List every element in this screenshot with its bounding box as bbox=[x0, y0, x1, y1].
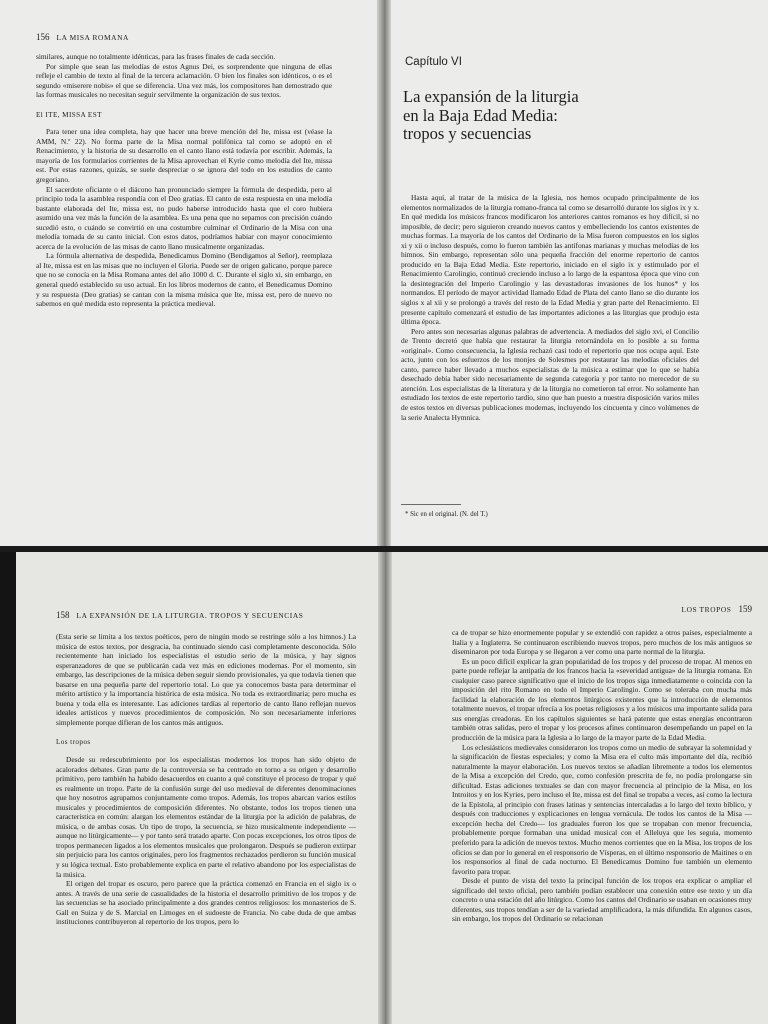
page-number: 156 bbox=[36, 32, 50, 42]
paragraph: El origen del tropar es oscuro, pero parece que la práctica comenzó en Francia en el siglo ix o antes. A través de una serie de casualidades de la historia el desarrollo primitivo de los tropos y de las secuencias se ha asociado principalmente a dos grandes centros religiosos: los monasterios de S. Gall en Suiza y de S. Marcial en Limoges en el sudoeste de Francia. No cabe duda de que ambas instituciones contribuyeron al repertorio de los tropos, pero lo bbox=[56, 879, 356, 927]
paragraph: Pero antes son necesarias algunas palabras de advertencia. A mediados del siglo xvi, el Concilio de Trento decretó que había que restaurar la liturgia retornándola en lo posible a su forma «original». Como consecuencia, la Iglesia rechazó casi todo el repertorio que nos ocupa aquí. Este acto, junto con los esfuerzos de los monjes de Solesmes por restaurar las melodías oficiales del canto, parece haber llevado a muchos especialistas de la música a estimar que lo que se había desechado debía haber sido necesariamente de segunda categoría y por tanto no merecedor de su atención. Los especialistas de la literatura y de la liturgia no cometieron tal error. No solamente han estudiado los textos de este repertorio tardío, sino que han puesto a nuestra disposición varios miles de estos textos en diversas publicaciones modernas, incluyendo los cincuenta y cinco volúmenes de la serie Analecta Hymnica. bbox=[401, 326, 699, 422]
paragraph: La fórmula alternativa de despedida, Benedicamus Domino (Bendigamos al Señor), reemplaza al Ite, missa est en las misas que no incluyen el Gloria. Puede ser de origen galicano, porque parece que no se conocía en la Misa Romana antes del año 1000 d. C. Durante el siglo xi, sin embargo, en general quedó establecido su uso actual. En los libros modernos de canto, el Benedicamus Domino y su respuesta (Deo gratias) se cantan con la misma música que Ite, missa est, pero de nuevo no sabemos en qué medida esto representa la práctica medieval. bbox=[36, 251, 332, 309]
page-157 bbox=[391, 0, 768, 546]
running-head-159 bbox=[681, 604, 752, 614]
paragraph: Hasta aquí, al tratar de la música de la Iglesia, nos hemos ocupado principalmente de los elementos normalizados de la liturgia romano-franca tal como se desarrolló durante los siglos ix y x. En qué medida los músicos francos modificaron los anteriores cantos romanos es hoy difícil, si no imposible, de decir; pero siguieron creando nuevos cantos y embelleciendo los cantos existentes de muchas formas. La mayoría de los cantos del Ordinario de la Misa fueron compuestos en los siglos xi y xii o incluso después, como lo fueron también las antífonas marianas y muchas melodías de los himnos. Sin embargo, representan sólo una pequeña fracción del enorme repertorio de cantos producido en la Baja Edad Media. Este repertorio, iniciado en el siglo ix y estimulado por el Renacimiento Carolingio, continuó creciendo incluso a lo largo de la espantosa época que vino con la desintegración del Imperio Carolingio y las devastadoras invasiones de los hunos* y los normandos. El período de mayor actividad llamado Edad de Plata del canto llano se dio durante los siglos x al xii y se prolongó a través del resto de la Edad Media y gran parte del Renacimiento. El presente capítulo comenzará el estudio de las importantes adiciones a las liturgias que produjo esta última época. bbox=[401, 193, 699, 327]
chapter-label: Capítulo VI bbox=[405, 56, 462, 68]
paragraph: Es un poco difícil explicar la gran popularidad de los tropos y del proceso de tropar. Al menos en parte puede reflejar la antipatía de los francos hacia la «severidad antigua» de la liturgia romana. En cualquier caso parece significativo que el inicio de los tropos siga inmediatamente o coincida con la imposición del rito Romano en todo el Imperio Carolingio. Como se toleraba con mucha más facilidad la elaboración de los elementos litúrgicos existentes que la introducción de elementos totalmente nuevos, el tropar ofrecía a los poetas religiosos y a los músicos una importante salida para sus energías creadoras. En los capítulos siguientes se hará patente que estas energías encontraron también otras salidas, pero el tropar y los procesos afines continuaron desempeñando un papel en la producción de la música para la Iglesia a lo largo de la mayor parte de la Edad Media. bbox=[452, 656, 752, 743]
page-edge-shadow bbox=[0, 552, 16, 1024]
chapter-title-line: en la Baja Edad Media: bbox=[403, 105, 558, 125]
footnote: * Sic en el original. (N. del T.) bbox=[405, 511, 488, 518]
section-heading: El ITE, MISSA EST bbox=[36, 110, 102, 119]
paragraph: ca de tropar se hizo enormemente popular y se extendió con rapidez a otros países, especialmente a Italia y a Inglaterra. Se continuaron escribiendo nuevos tropos, pero muchos de los más antiguos se diseminaron por toda Europa y se llegaron a ver como una parte normal de la liturgia. bbox=[452, 628, 752, 657]
paragraph: Los eclesiásticos medievales consideraron los tropos como un medio de subrayar la solemnidad y la significación de fiestas especiales; y como la Misa era el culto más importante del día, recibió naturalmente la mayor elaboración. Los nuevos textos se añadían libremente a todos los elementos de la Misa a excepción del Credo, que, como confesión prescrita de fe, no podía prolongarse sin dificultad. Estas adiciones textuales se dan con mayor frecuencia al principio de la Misa, en los Introitos y en los Kyries, pero incluso el Ite, missa est del final se tropaba a veces, así como la lectura de la Epístola, al principio con frases latinas y sentencias intercaladas a lo largo del texto bíblico, y después con traducciones y explicaciones en lengua vernácula. De todos los cantos de la Misa —excepción hecha del Credo— los graduales fueron los que se tropaban con menor frecuencia, probablemente porque formaban una unidad musical con el Alleluya que les seguía, momento preferido para la adición de nuevos textos. Mucho menos corrientes que en la Misa, los tropos de los oficios se dan por lo general en el responsorio de Vísperas, en el último responsorio de Maitines o en los responsorios al final de cada nocturno. El Benedicamus Domino fue también un elemento favorito para tropar. bbox=[452, 742, 752, 876]
running-head-title: LOS TROPOS bbox=[681, 605, 732, 614]
page-156 bbox=[0, 0, 377, 546]
chapter-title-line: La expansión de la liturgia bbox=[403, 87, 579, 106]
body-text-158 bbox=[56, 632, 356, 927]
running-head-title: LA MISA ROMANA bbox=[56, 33, 129, 42]
section-heading: Los tropos bbox=[56, 738, 91, 747]
book-gutter bbox=[377, 0, 391, 546]
body-text-159 bbox=[452, 628, 752, 924]
running-head-title: LA EXPANSIÓN DE LA LITURGIA. TROPOS Y SECUENCIAS bbox=[76, 611, 304, 620]
page-number: 159 bbox=[738, 604, 752, 614]
paragraph: Desde el punto de vista del texto la principal función de los tropos era explicar o ampliar el significado del texto oficial, pero también podían establecer una conexión entre ese texto y un día concreto o una estación del año litúrgico. Como los cantos del Ordinario se usaban en ocasiones muy diferentes, sus tropos tendían a ser de la variedad amplificadora, la más difundida. En algunos casos, sin embargo, los tropos del Ordinario se relacionan bbox=[452, 876, 752, 924]
paragraph: similares, aunque no totalmente idénticas, para las frases finales de cada sección. bbox=[36, 52, 276, 61]
running-head-158 bbox=[56, 610, 304, 620]
paragraph: Desde su redescubrimiento por los especialistas modernos los tropos han sido objeto de acalorados debates. Gran parte de la controversia se ha centrado en torno a su origen y desarrollo primitivo, pero también ha habido desacuerdos en cuanto a qué constituye el proceso de tropar y qué es realmente un tropo. Parte de la confusión surge del uso medieval de diferentes denominaciones que hoy nosotros agrupamos conjuntamente como tropos. Además, los tropos abarcan varios estilos musicales y procedimientos de composición diferentes. No obstante, todos los tropos tienen una característica en común: alargan los elementos estándar de la liturgia por la adición de palabras, de música, o de ambas cosas. Un tipo de tropo, la secuencia, se hizo musicalmente independiente —aunque no litúrgicamente— y por tanto será tratado aparte. Con pocas excepciones, los otros tipos de tropos permanecen ligados a los elementos musicales que prolongaron. Después se pudieron extirpar sin perjuicio para los cantos originales, pero los fragmentos rechazados perdieron su función musical y su lógica textual. Esto probablemente explica en parte el relativo abandono por los especialistas de la música. bbox=[56, 755, 356, 879]
paragraph: El sacerdote oficiante o el diácono han pronunciado siempre la fórmula de despedida, pero al principio toda la asamblea respondía con el Deo gratias. El canto de esta respuesta en una melodía bastante elaborada del Ite, missa est, no pudo haberse introducido hasta que el coro hubiera asumido una vez más la función de la asamblea. Es una pena que no sepamos con precisión cuándo sucedió esto, o cuándo se convirtió en una costumbre culminar el Ordinario de la Misa con una melodía tomada de su canto inicial. Con estos datos, podríamos habiar con mayor conocimiento acerca de la evolución de las misas de canto llano musicalmente organizadas. bbox=[36, 184, 332, 251]
book-gutter bbox=[378, 552, 392, 1024]
chapter-title-line: tropos y secuencias bbox=[403, 124, 532, 143]
spread-bottom bbox=[0, 552, 768, 1024]
page-number: 158 bbox=[56, 610, 70, 620]
body-text-156 bbox=[36, 52, 332, 309]
footnote-rule bbox=[401, 504, 461, 505]
paragraph: Para tener una idea completa, hay que hacer una breve mención del Ite, missa est (véase la AMM, N.º 22). No forma parte de la Misa normal polifónica tal como se adoptó en el Renacimiento, y la historia de su desarrollo en el canto llano está todavía por escribir. Además, la mayoría de los formularios corrientes de la Misa aprovechan el Kyrie como melodía del Ite, missa est. Por estas razones, quizás, se suele despreciar o se ignora del todo en los estudios de canto gregoriano. bbox=[36, 127, 332, 185]
paragraph: (Esta serie se limita a los textos poéticos, pero de ningún modo se restringe sólo a los himnos.) La música de estos textos, por desgracia, ha continuado siendo casi completamente desconocida. Sólo recientemente han iniciado los especialistas el estudio serio de la música, y hay signos esperanzadores de que se publicarán cada vez más en ediciones modernas. Por el momento, sin embargo, las descripciones de la música deben seguir siendo provisionales, ya que todavía tienen que basarse en una pequeña parte del repertorio total. Lo que ya conocemos basta para determinar el mérito artístico y la importancia histórica de esta música. No toda es extraordinaria; pero mucha es buena y toda ella es interesante. Las adiciones tardías al repertorio de canto llano reflejan nuevos ideales artísticos y nuevos procedimientos de composición. No son necesariamente inferiores simplemente porque difieran de los cantos más antiguos. bbox=[56, 632, 356, 727]
running-head-156 bbox=[36, 32, 129, 42]
chapter-title bbox=[403, 88, 643, 144]
paragraph: Por simple que sean las melodías de estos Agnus Dei, es sorprendente que ninguna de ellas refleje el cambio de texto al final de la tercera aclamación. O bien los finales son idénticos, o es el segundo «miserere nobis» el que se diferencia. Una vez más, los compositores han demostrado que las formas musicales no necesitan seguir servilmente la organización de sus textos. bbox=[36, 61, 332, 100]
body-text-157 bbox=[401, 193, 699, 422]
page-159 bbox=[392, 552, 768, 1024]
page-158 bbox=[0, 552, 378, 1024]
